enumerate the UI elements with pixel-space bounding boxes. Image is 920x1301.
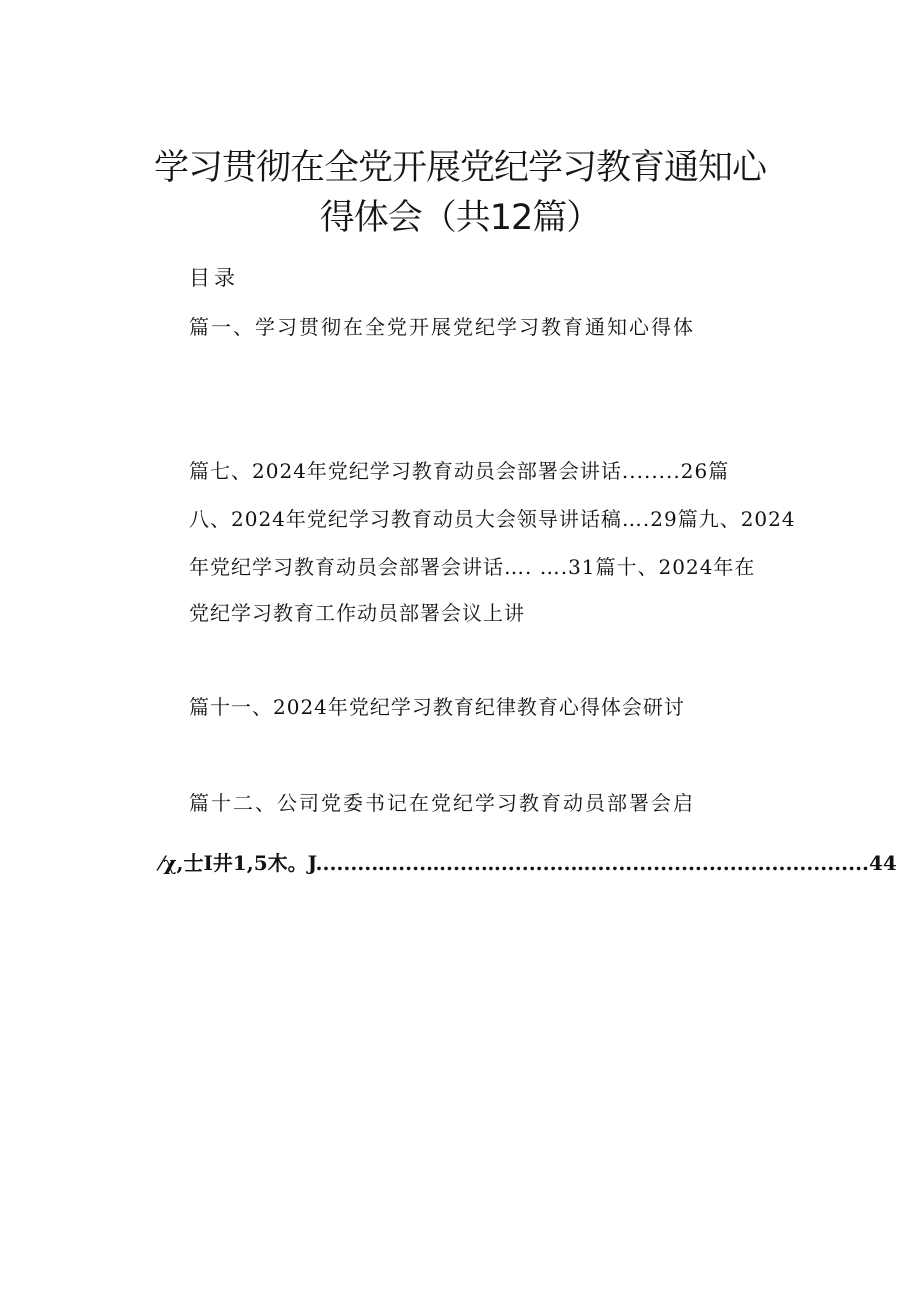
toc-entry-10-line: 党纪学习教育工作动员部署会议上讲 [189, 601, 525, 625]
toc-entry-12: 篇十二、公司党委书记在党纪学习教育动员部署会启 [189, 791, 695, 815]
toc-heading: 目录 [189, 266, 239, 290]
document-title-line-2: 得体会（共12篇） [319, 198, 601, 238]
toc-entry-9-line: 年党纪学习教育动员会部署会讲话…. ….31篇十、2024年在 [189, 555, 756, 579]
document-title-line-1: 学习贯彻在全党开展党纪学习教育通知心 [153, 148, 766, 188]
toc-entry-8-line: 八、2024年党纪学习教育动员大会领导讲话稿….29篇九、2024 [189, 507, 796, 531]
toc-entry-7-line: 篇七、2024年党纪学习教育动员会部署会讲话........26篇 [189, 459, 730, 483]
toc-entry-12-garbled-line: ⁄χ,⼠I井1,5木。J........….....….....…..........…........................................44 [160, 851, 897, 875]
toc-entry-1: 篇一、学习贯彻在全党开展党纪学习教育通知心得体 [189, 315, 695, 339]
toc-entry-11: 篇十一、2024年党纪学习教育纪律教育心得体会研讨 [189, 695, 685, 719]
